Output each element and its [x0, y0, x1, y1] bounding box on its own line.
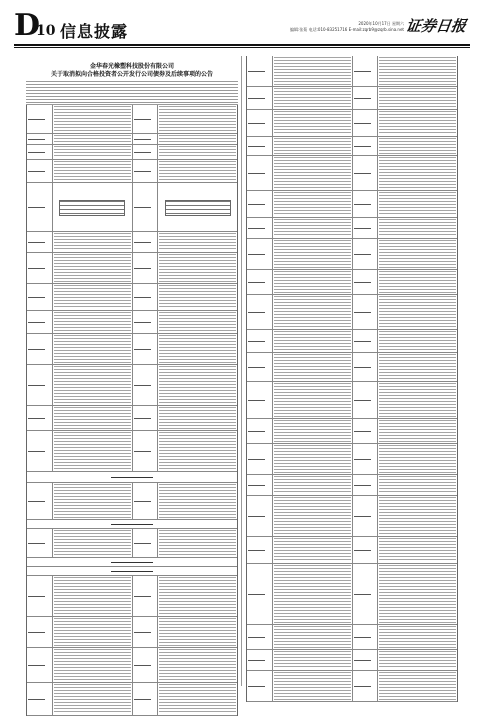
- table-row: [247, 330, 457, 353]
- table-row: [27, 134, 237, 145]
- table-row: [247, 444, 457, 475]
- table-row: [247, 156, 457, 191]
- article-header: [26, 56, 238, 105]
- left-column: [26, 56, 238, 686]
- column-divider: [241, 56, 242, 686]
- table-row: [27, 311, 237, 334]
- table-row: [247, 353, 457, 382]
- disclosure-table-right: [246, 56, 458, 702]
- table-row: [27, 576, 237, 617]
- table-row: [27, 105, 237, 134]
- table-row: [27, 334, 237, 365]
- table-section-row: [27, 558, 237, 567]
- section-title: 信息披露: [60, 22, 129, 41]
- header-rule: [14, 44, 470, 46]
- table-row: [247, 295, 457, 330]
- table-row: [247, 419, 457, 444]
- table-row: [247, 137, 457, 156]
- table-row: [247, 496, 457, 537]
- editor-contact: 编辑:张菊 电话:010-83251716 E-mail:zqrb9@zqrb.sina.net: [289, 27, 404, 32]
- article-title: 金华春光橡塑科技股份有限公司: [89, 63, 174, 70]
- table-row: [247, 218, 457, 239]
- table-row: [247, 475, 457, 496]
- disclosure-table-left: [26, 105, 238, 716]
- table-row: [247, 537, 457, 564]
- issue-date: 2020年10月17日 星期六: [358, 21, 404, 26]
- table-row: [27, 617, 237, 648]
- table-section-row: [27, 472, 237, 483]
- table-row: [247, 239, 457, 270]
- table-row: [247, 382, 457, 419]
- table-row: [27, 483, 237, 520]
- table-section-row: [27, 567, 237, 576]
- table-row: [27, 431, 237, 472]
- issue-meta: [290, 21, 404, 33]
- table-row: [27, 183, 237, 232]
- table-row: [27, 365, 237, 406]
- page-header: [14, 8, 470, 43]
- badge-letter: D: [14, 8, 40, 43]
- right-column: [246, 56, 458, 686]
- table-row: [27, 284, 237, 311]
- table-row: [247, 650, 457, 671]
- table-row: [27, 145, 237, 160]
- table-row: [247, 87, 457, 110]
- badge-number: 10: [36, 23, 56, 39]
- table-row: [27, 529, 237, 558]
- table-row: [27, 232, 237, 253]
- table-row: [27, 648, 237, 683]
- table-section-row: [27, 520, 237, 529]
- table-row: [27, 253, 237, 284]
- table-row: [27, 406, 237, 431]
- table-row: [247, 56, 457, 87]
- page-number-badge: [14, 8, 58, 43]
- table-row: [27, 160, 237, 183]
- article-subtitle: 关于取消拟向合格投资者公开发行公司债券及后续事项的公告: [50, 71, 213, 78]
- table-row: [247, 191, 457, 218]
- table-row: [247, 625, 457, 650]
- article-intro-text: [26, 81, 238, 103]
- table-row: [247, 564, 457, 625]
- table-row: [247, 270, 457, 295]
- header-rule-thin: [14, 47, 470, 48]
- table-row: [247, 671, 457, 702]
- newspaper-logo: 证券日报: [404, 17, 468, 35]
- table-row: [247, 110, 457, 137]
